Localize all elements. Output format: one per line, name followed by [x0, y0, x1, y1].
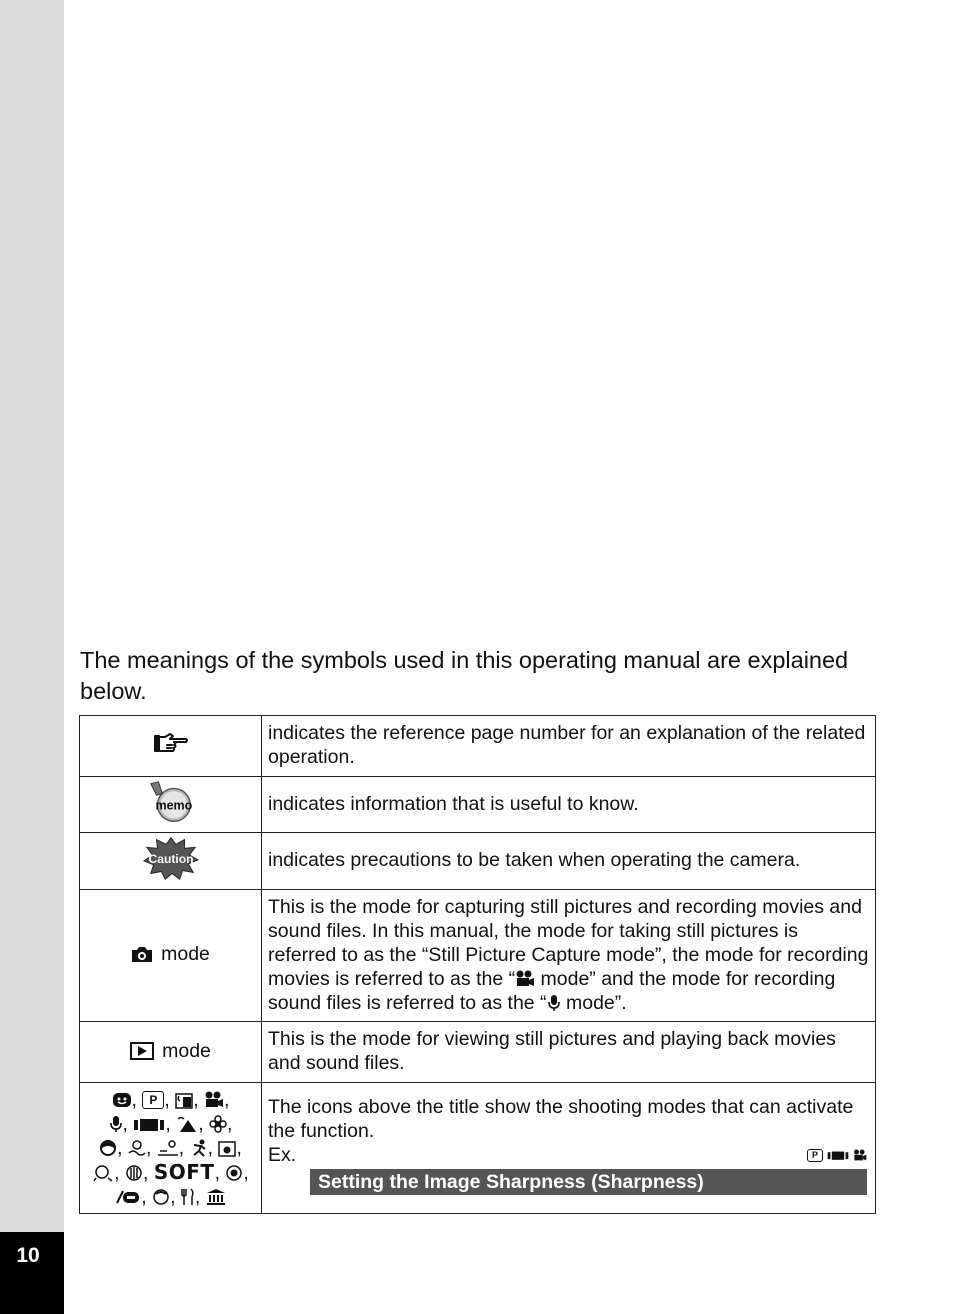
row-text-part: mode”. — [560, 991, 627, 1014]
portrait-icon — [99, 1139, 117, 1157]
flower-icon — [209, 1115, 227, 1133]
example-section-title: Setting the Image Sharpness (Sharpness) — [310, 1169, 867, 1195]
symbol-table — [79, 715, 876, 1214]
panorama-icon — [133, 1116, 165, 1132]
capture-mode-label — [131, 942, 210, 966]
panorama-icon — [827, 1149, 849, 1161]
sunset-icon — [225, 1164, 243, 1182]
page-side-bar — [0, 0, 64, 1314]
table-row — [80, 1022, 876, 1083]
page-number: 10 — [16, 1244, 40, 1267]
pointing-hand-icon — [152, 731, 190, 755]
mode-word: mode — [161, 943, 210, 965]
kids-icon — [92, 1164, 114, 1182]
table-row — [80, 833, 876, 890]
movie-icon — [853, 1149, 867, 1162]
row-text-part: This is the mode for capturing still pictures and recording movies and sound files. In this manual, the mode for taking still pictures is referred to as the “Still Picture Capture mode”, the mode for recording movies is referred to as the “ — [268, 895, 869, 990]
row-text-part: mode” and the mode for recording sound files is referred to as the “ — [268, 967, 836, 1014]
snow-icon — [157, 1139, 179, 1157]
fireworks-icon — [125, 1164, 143, 1182]
row-text: indicates information that is useful to know. — [262, 777, 876, 833]
sport-icon — [190, 1139, 208, 1157]
microphone-icon — [109, 1115, 123, 1133]
mode-word: mode — [162, 1039, 211, 1062]
row-text — [262, 890, 876, 1022]
row-text: This is the mode for viewing still pictures and playing back movies and sound files. — [262, 1022, 876, 1083]
program-icon: P — [142, 1091, 164, 1109]
caution-icon — [142, 835, 200, 881]
landscape-icon — [176, 1115, 198, 1133]
row-text: The icons above the title show the shooting modes that can activate the function. — [268, 1096, 854, 1142]
auto-picture-icon — [112, 1092, 132, 1108]
row-text: indicates the reference page number for an explanation of the related operation. — [262, 716, 876, 777]
memo-icon — [145, 779, 197, 825]
memo-icon-label: memo — [154, 798, 192, 813]
natural-skin-icon — [152, 1188, 170, 1206]
caution-icon-label: Caution — [148, 851, 193, 866]
soft-mode-label: SOFT — [153, 1159, 215, 1184]
table-row — [80, 1083, 876, 1214]
night-scene-icon — [175, 1091, 193, 1109]
movie-icon — [204, 1091, 224, 1109]
food-icon — [181, 1188, 195, 1206]
surf-icon — [128, 1139, 146, 1157]
example-label: Ex. — [268, 1144, 297, 1166]
movie-icon — [515, 970, 535, 988]
pet-icon — [218, 1139, 236, 1157]
intro-paragraph: The meanings of the symbols used in this operating manual are explained below. — [80, 647, 849, 704]
text-mode-icon — [115, 1188, 141, 1206]
example-mode-icons — [807, 1149, 867, 1162]
playback-mode-label — [130, 1039, 211, 1063]
shooting-modes-description — [262, 1083, 876, 1214]
row-text: indicates precautions to be taken when operating the camera. — [262, 833, 876, 890]
museum-icon — [206, 1188, 226, 1206]
program-icon: P — [807, 1149, 823, 1162]
camera-icon — [131, 945, 153, 963]
playback-icon — [130, 1042, 154, 1060]
table-row — [80, 890, 876, 1022]
microphone-icon — [547, 994, 561, 1012]
shooting-modes-icons: , P , , , , , , , , , , , , , , SOFT, , , , , — [80, 1083, 262, 1214]
table-row — [80, 716, 876, 777]
table-row — [80, 777, 876, 833]
